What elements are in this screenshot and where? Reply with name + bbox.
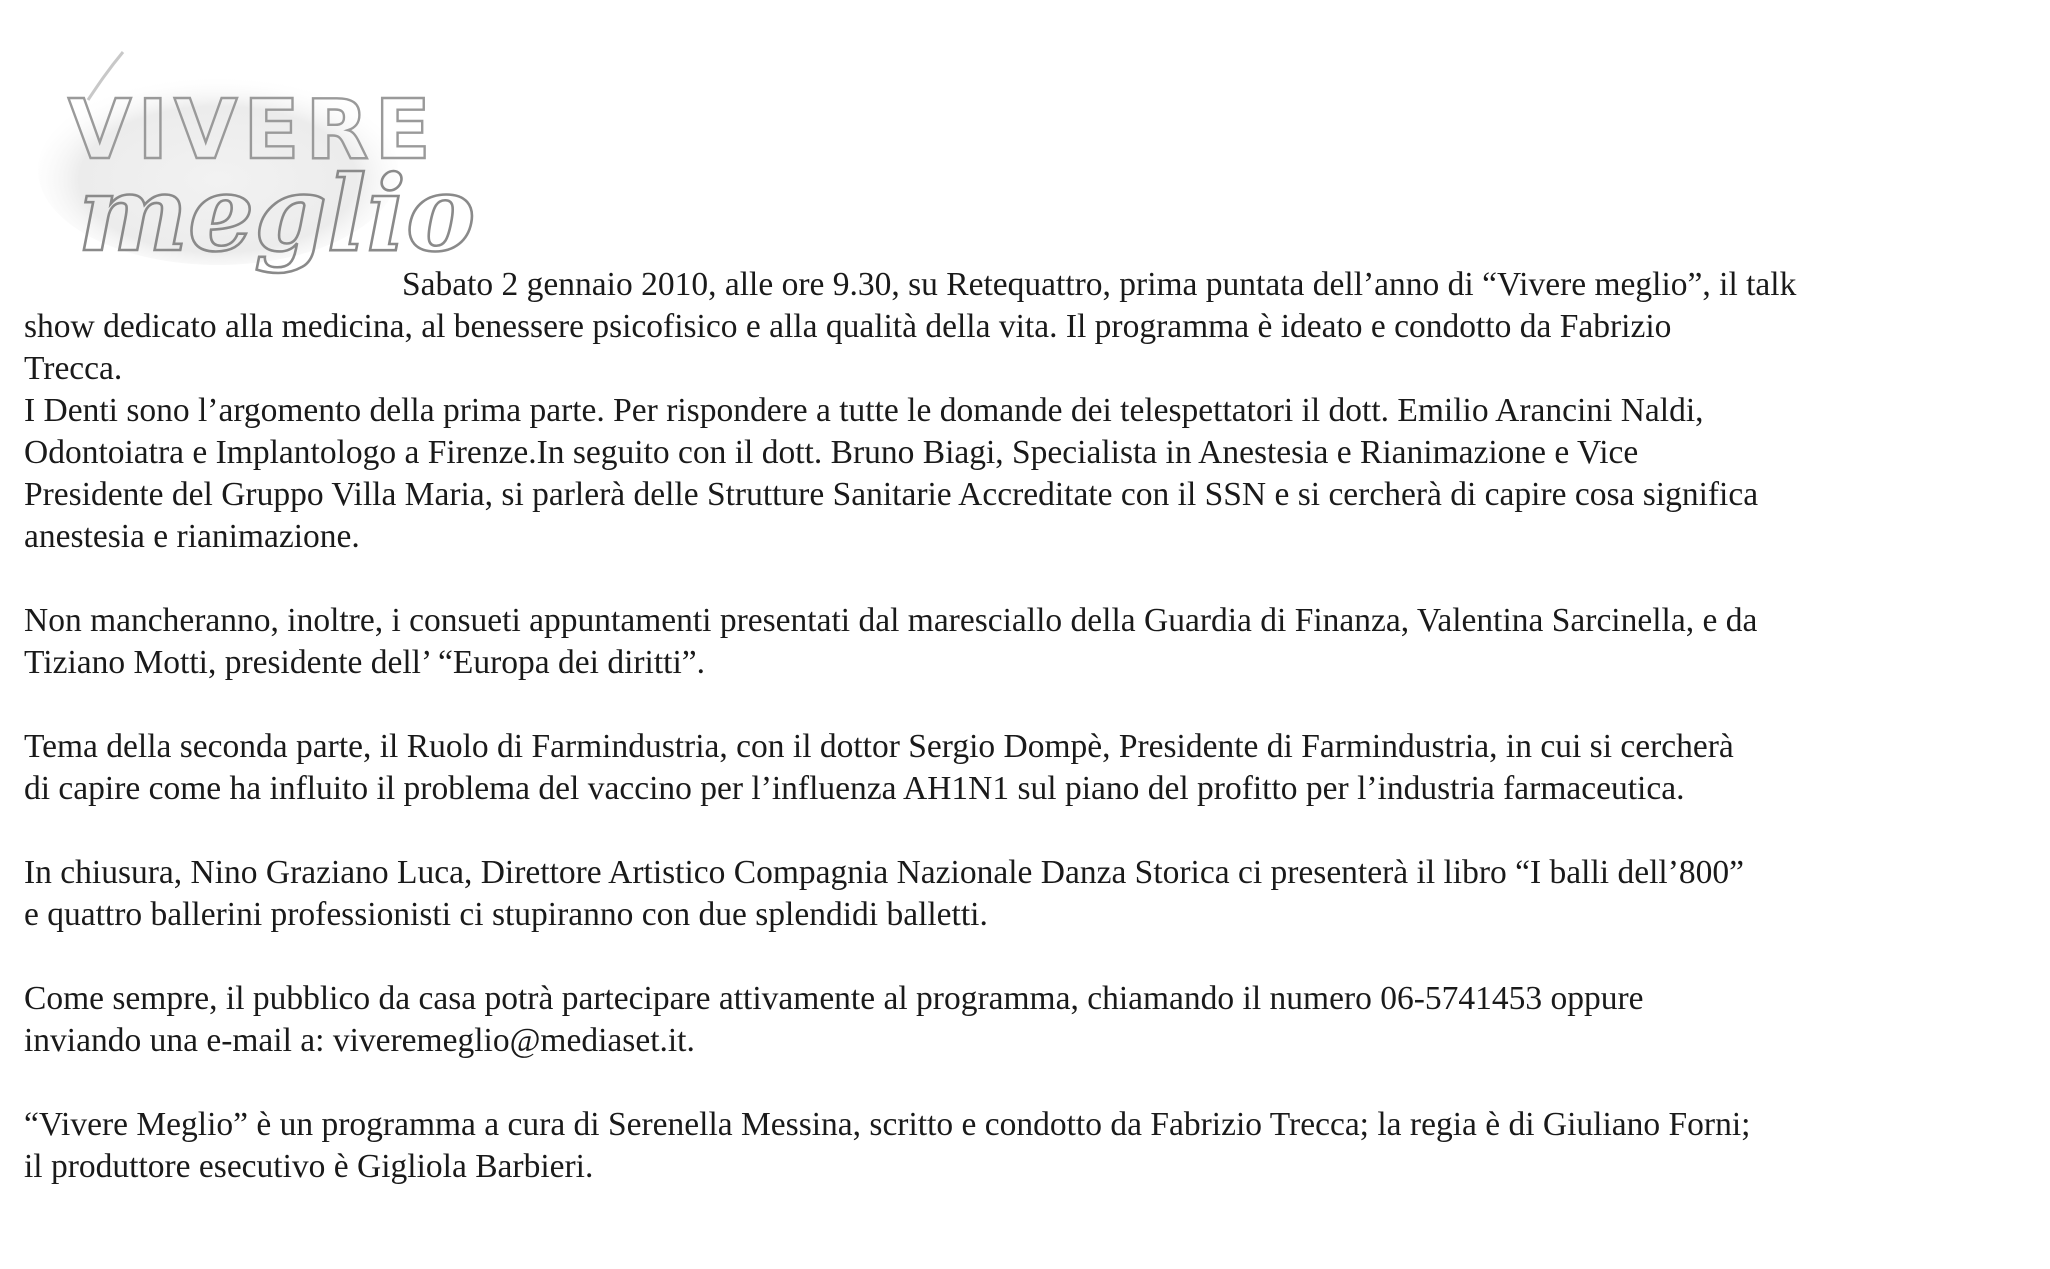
text-line: Sabato 2 gennaio 2010, alle ore 9.30, su Retequattro, prima puntata dell’anno di “Vivere meglio”, il talk <box>402 266 1797 303</box>
paragraph-second-part <box>24 726 2034 810</box>
text-line: Presidente del Gruppo Villa Maria, si parlerà delle Strutture Sanitarie Accreditate con il SSN e si cercherà di capire cosa significa <box>24 476 1759 513</box>
paragraph-gap <box>24 936 2034 978</box>
text-line: I Denti sono l’argomento della prima parte. Per rispondere a tutte le domande dei telespettatori il dott. Emilio Arancini Naldi, <box>24 392 1704 429</box>
paragraph-gap <box>24 684 2034 726</box>
text-line: Tiziano Motti, presidente dell’ “Europa dei diritti”. <box>24 644 706 681</box>
text-line: Trecca. <box>24 350 123 387</box>
logo-word-meglio: meglio <box>78 152 476 275</box>
vivere-meglio-logo <box>28 40 476 290</box>
text-line: Odontoiatra e Implantologo a Firenze.In seguito con il dott. Bruno Biagi, Specialista in Anestesia e Rianimazione e Vice <box>24 434 1639 471</box>
paragraph-credits <box>24 1104 2034 1188</box>
paragraph-appointments <box>24 600 2034 684</box>
logo-word-vivere: VIVERE <box>68 83 437 178</box>
text-line: il produttore esecutivo è Gigliola Barbieri. <box>24 1148 594 1185</box>
paragraph-first-part <box>24 390 2034 558</box>
text-line: inviando una e-mail a: viveremeglio@mediaset.it. <box>24 1022 695 1059</box>
paragraph-gap <box>24 810 2034 852</box>
text-line: anestesia e rianimazione. <box>24 518 360 555</box>
text-line: Come sempre, il pubblico da casa potrà partecipare attivamente al programma, chiamando il numero 06-5741453 oppure <box>24 980 1644 1017</box>
text-line: e quattro ballerini professionisti ci stupiranno con due splendidi balletti. <box>24 896 988 933</box>
paragraph-contact <box>24 978 2034 1062</box>
paragraph-intro <box>24 264 2034 390</box>
text-line: Tema della seconda parte, il Ruolo di Farmindustria, con il dottor Sergio Dompè, Presidente di Farmindustria, in cui si cercherà <box>24 728 1734 765</box>
paragraph-gap <box>24 558 2034 600</box>
logo-graphic <box>28 40 476 290</box>
text-line: Non mancheranno, inoltre, i consueti appuntamenti presentati dal maresciallo della Guardia di Finanza, Valentina Sarcinella, e da <box>24 602 1758 639</box>
text-line: di capire come ha influito il problema del vaccino per l’influenza AH1N1 sul piano del profitto per l’industria farmaceutica. <box>24 770 1685 807</box>
text-line: show dedicato alla medicina, al benessere psicofisico e alla qualità della vita. Il programma è ideato e condotto da Fabrizio <box>24 308 1672 345</box>
text-line: “Vivere Meglio” è un programma a cura di Serenella Messina, scritto e condotto da Fabrizio Trecca; la regia è di Giuliano Forni; <box>24 1106 1751 1143</box>
text-line: In chiusura, Nino Graziano Luca, Direttore Artistico Compagnia Nazionale Danza Storica ci presenterà il libro “I balli dell’800” <box>24 854 1744 891</box>
paragraph-gap <box>24 1062 2034 1104</box>
press-release-body <box>24 264 2034 1188</box>
paragraph-closing <box>24 852 2034 936</box>
